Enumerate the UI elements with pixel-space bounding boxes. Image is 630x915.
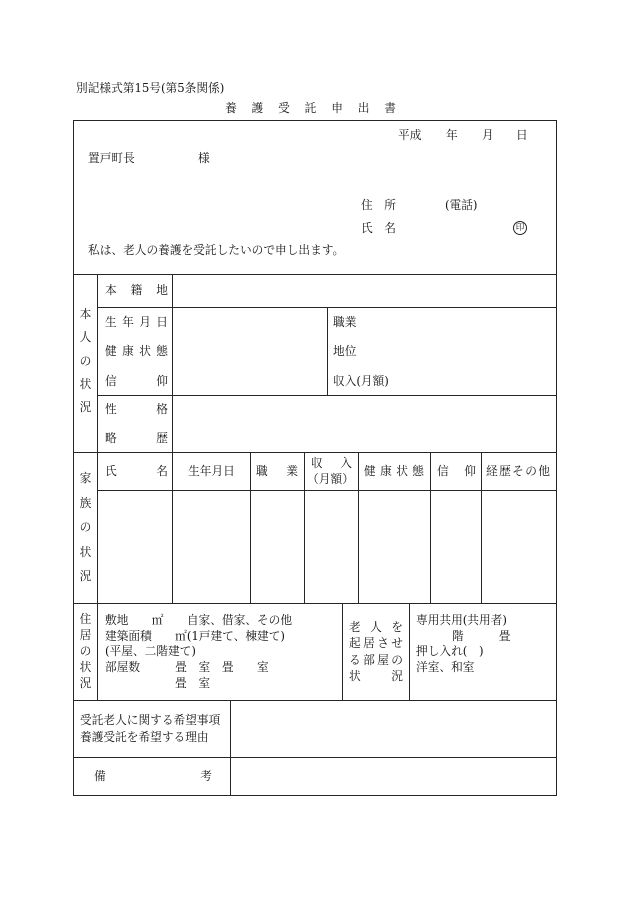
income-label: 収入(月額) [333, 374, 389, 388]
honorific: 様 [198, 151, 210, 165]
family-col-label-health: 健康状態 [364, 464, 424, 478]
residence-section-label: 住居の状況 [79, 612, 92, 690]
family-col-label-income-unit: （月額） [307, 472, 354, 486]
room-floor-mats-line: 階 畳 [452, 629, 511, 643]
family-entry-religion [430, 490, 482, 604]
date-year-label: 年 [446, 128, 458, 142]
room-count-line: 部屋数 畳 室 畳 室 [105, 660, 269, 674]
room-label-line-4: 状況 [349, 669, 403, 683]
history-label: 略歴 [105, 431, 168, 445]
form-title: 養護受託申出書 [225, 101, 396, 115]
room-count-line-2: 畳 室 [175, 676, 211, 690]
family-status-section-label: 家族の状況 [79, 471, 92, 583]
domicile-label: 本籍地 [105, 283, 168, 297]
room-label-line-1: 老人を [349, 620, 403, 634]
family-col-label-history: 経歴その他 [486, 464, 550, 478]
family-col-label-occupation: 職業 [256, 464, 298, 478]
family-entry-history [481, 490, 557, 604]
family-entry-income [304, 490, 359, 604]
family-entry-occupation [250, 490, 305, 604]
wishes-value-cell [230, 700, 557, 758]
family-col-label-birthdate: 生年月日 [188, 464, 235, 478]
position-label: 地位 [333, 344, 357, 358]
room-usage-line: 専用共用(共用者) [416, 613, 507, 627]
occupation-label: 職業 [333, 315, 357, 329]
family-col-label-income: 収入 [311, 456, 352, 470]
date-day-label: 日 [516, 128, 528, 142]
seal-mark: 印 [513, 221, 527, 235]
site-area-line: 敷地 ㎡ 自家、借家、その他 [105, 613, 293, 627]
family-entry-birthdate [172, 490, 251, 604]
phone-label: (電話) [445, 198, 478, 212]
family-col-label-name: 氏名 [105, 464, 168, 478]
character-value-cell [172, 395, 557, 453]
remarks-label: 備考 [94, 769, 212, 783]
declaration-statement: 私は、老人の養護を受託したいので申し出ます。 [88, 243, 345, 257]
room-label-cell [342, 603, 410, 701]
addressee: 置戸町長 [88, 151, 135, 165]
birthdate-label: 生年月日 [105, 315, 168, 329]
stories-line: (平屋、二階建て) [105, 644, 196, 658]
self-status-section-label: 本人の状況 [79, 307, 92, 415]
family-col-label-religion: 信仰 [437, 464, 476, 478]
wishes-label-line-1: 受託老人に関する希望事項 [80, 713, 221, 727]
wishes-label-line-2: 養護受託を希望する理由 [80, 730, 209, 744]
room-label-line-3: る部屋の [349, 653, 403, 667]
closet-line: 押し入れ( ) [416, 644, 484, 658]
name-label: 氏名 [361, 221, 396, 235]
date-month-label: 月 [482, 128, 494, 142]
character-label: 性格 [105, 402, 168, 416]
family-entry-name [97, 490, 173, 604]
health-label: 健康状態 [105, 344, 168, 358]
room-label-line-2: 起居させ [349, 636, 403, 650]
floor-area-line: 建築面積 ㎡(1戸建て、棟建て) [105, 629, 285, 643]
wishes-label-cell [73, 700, 231, 758]
room-style-line: 洋室、和室 [416, 660, 475, 674]
remarks-value-cell [230, 757, 557, 796]
religion-label: 信仰 [105, 374, 168, 388]
personal-value-cell [172, 307, 328, 396]
form-number: 別記様式第15号(第5条関係) [76, 81, 225, 95]
date-era: 平成 [398, 128, 422, 142]
family-entry-health [358, 490, 431, 604]
domicile-value-cell [172, 274, 557, 308]
address-label: 住所 [361, 198, 396, 212]
